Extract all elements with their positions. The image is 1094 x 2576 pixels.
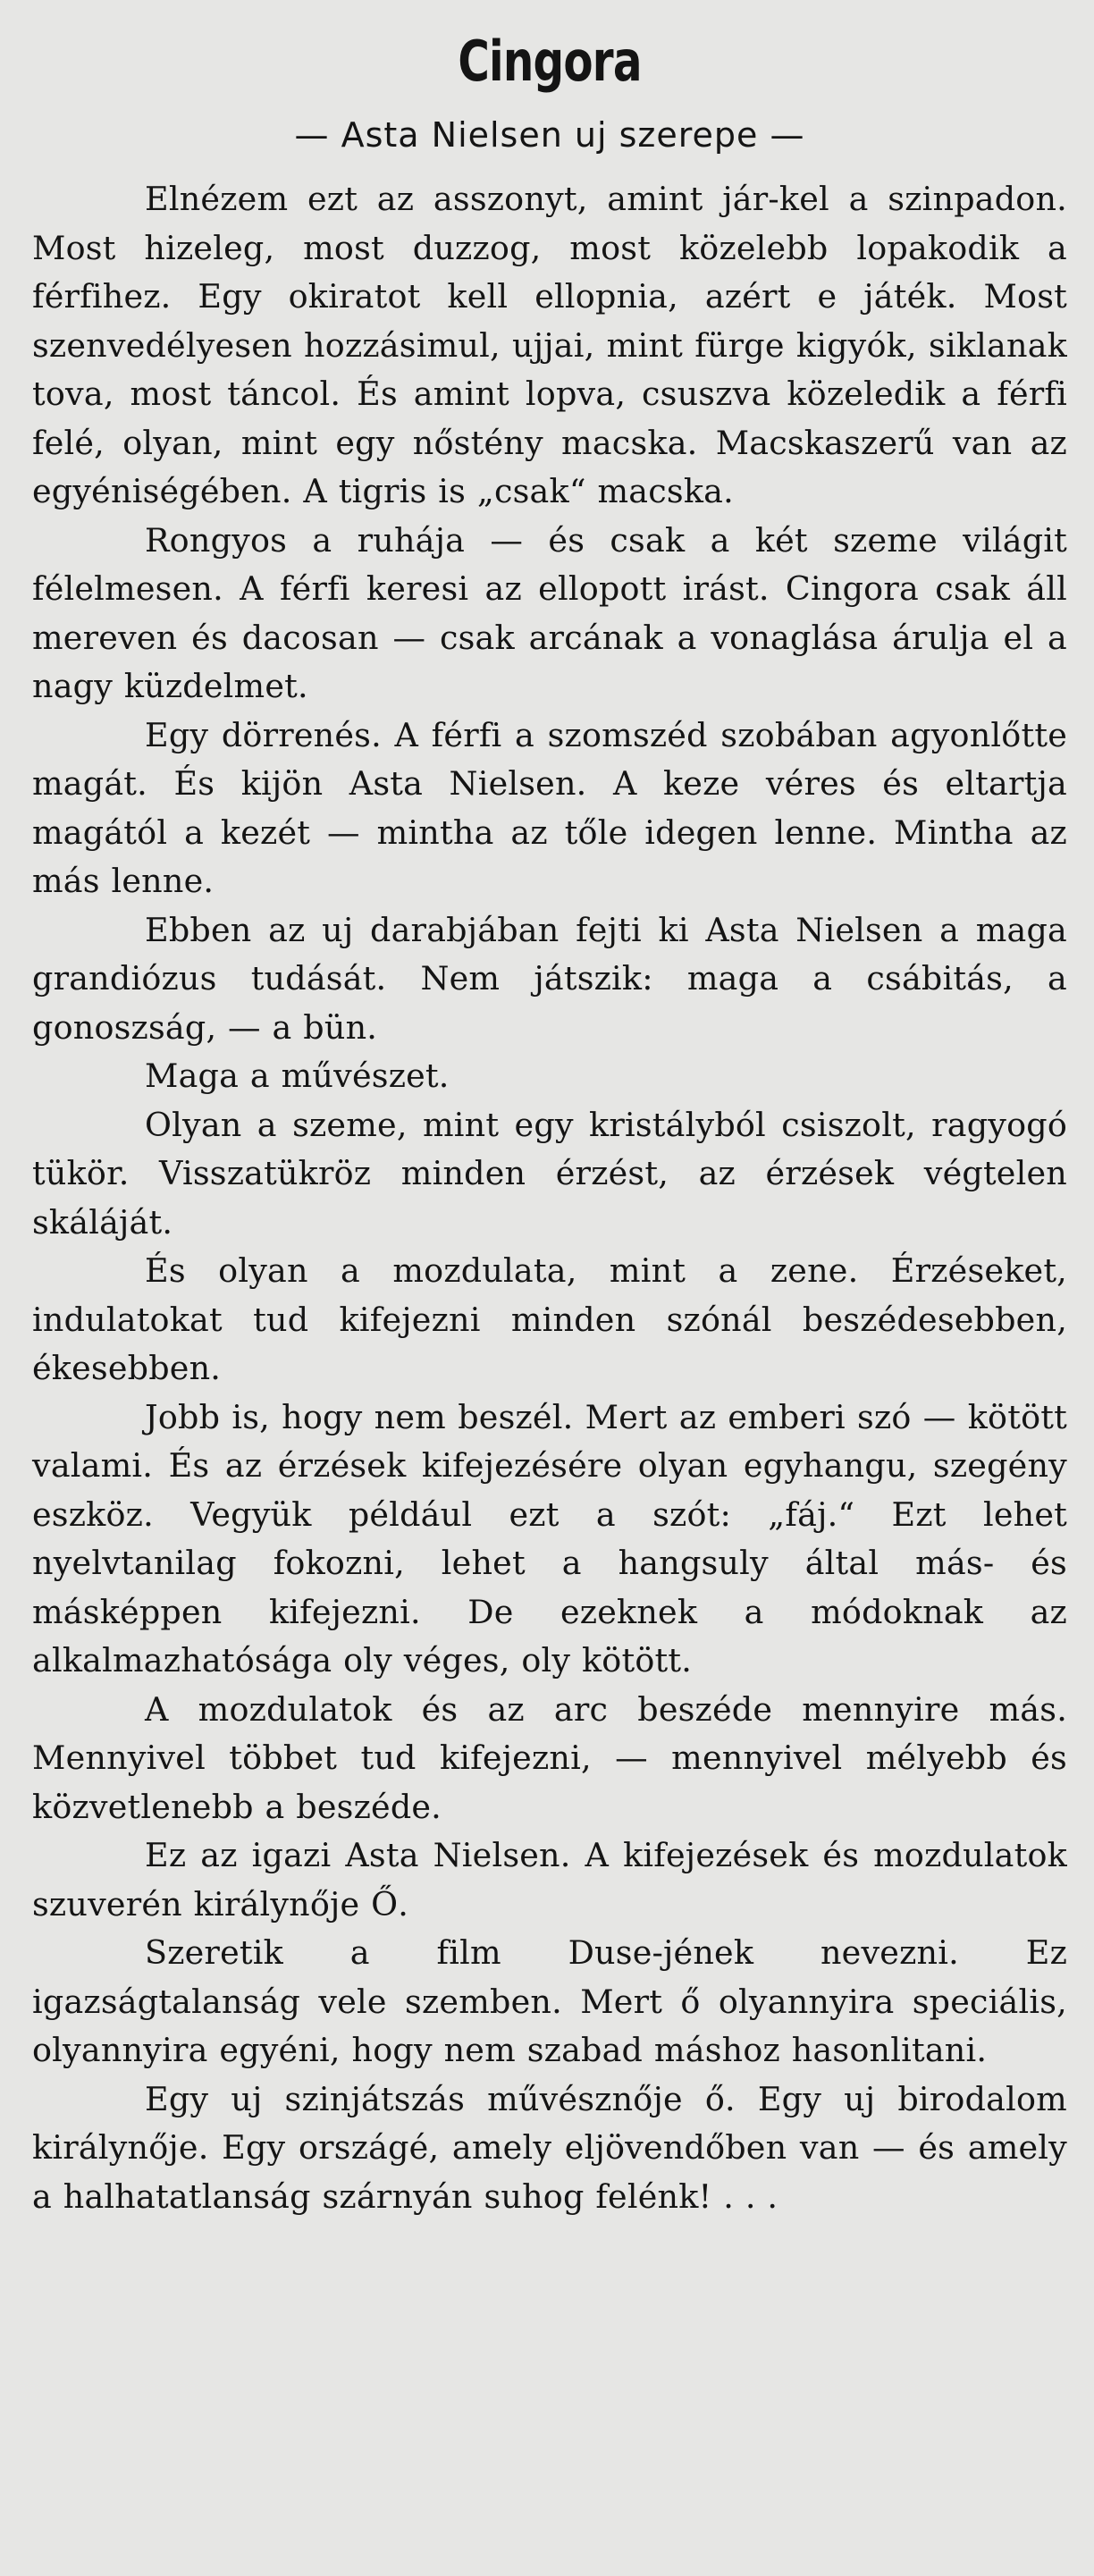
paragraph: Elnézem ezt az asszonyt, amint jár-kel a szinpadon. Most hizeleg, most duzzog, most közelebb lopakodik a férfihez. Egy okiratot kell ellopnia, azért e játék. Most szenvedélyesen hozzásimul, ujjai, mint fürge kigyók, siklanak tova, most táncol. És amint lopva, csuszva közeledik a férfi felé, olyan, mint egy nőstény macska. Macskaszerű van az egyéniségében. A tigris is „csak“ macska. xyxy=(32,180,1067,510)
article-body xyxy=(32,175,1067,2221)
paragraph: A mozdulatok és az arc beszéde mennyire más. Mennyivel többet tud kifejezni, — mennyivel mélyebb és közvetlenebb a beszéde. xyxy=(32,1689,1067,1826)
article-title: Cingora xyxy=(458,29,642,94)
paragraph: Rongyos a ruhája — és csak a két szeme világit félelmesen. A férfi keresi az ellopott irást. Cingora csak áll mereven és dacosan — csak arcának a vonaglása árulja el a nagy küzdelmet. xyxy=(32,520,1067,705)
paragraph: Olyan a szeme, mint egy kristályból csiszolt, ragyogó tükör. Visszatükröz minden érzést, az érzések végtelen skáláját. xyxy=(32,1105,1067,1242)
paragraph: Szeretik a film Duse-jének nevezni. Ez igazságtalanság vele szemben. Mert ő olyannyira speciális, olyannyira egyéni, hogy nem szabad máshoz hasonlitani. xyxy=(32,1933,1067,2069)
article-subtitle: — Asta Nielsen uj szerepe — xyxy=(294,115,805,155)
paragraph: És olyan a mozdulata, mint a zene. Érzéseket, indulatokat tud kifejezni minden szónál beszédesebben, ékesebben. xyxy=(32,1251,1067,1387)
paragraph: Egy dörrenés. A férfi a szomszéd szobában agyonlőtte magát. És kijön Asta Nielsen. A keze véres és eltartja magától a kezét — mintha az tőle idegen lenne. Mintha az más lenne. xyxy=(32,715,1067,900)
paragraph: Egy uj szinjátszás művésznője ő. Egy uj birodalom királynője. Egy országé, amely eljövendőben van — és amely a halhatatlanság szárnyán suhog felénk! . . . xyxy=(32,2079,1067,2216)
paragraph: Jobb is, hogy nem beszél. Mert az emberi szó — kötött valami. És az érzések kifejezésére olyan egyhangu, szegény eszköz. Vegyük például ezt a szót: „fáj.“ Ezt lehet nyelvtanilag fokozni, lehet a hangsuly által más- és másképpen kifejezni. De ezeknek a módoknak az alkalmazhatósága oly véges, oly kötött. xyxy=(32,1397,1067,1679)
paragraph: Ebben az uj darabjában fejti ki Asta Nielsen a maga grandiózus tudását. Nem játszik: maga a csábitás, a gonoszság, — a bün. xyxy=(32,910,1067,1047)
paragraph: Maga a művészet. xyxy=(145,1056,450,1095)
paragraph: Ez az igazi Asta Nielsen. A kifejezések és mozdulatok szuverén királynője Ő. xyxy=(32,1836,1067,1924)
